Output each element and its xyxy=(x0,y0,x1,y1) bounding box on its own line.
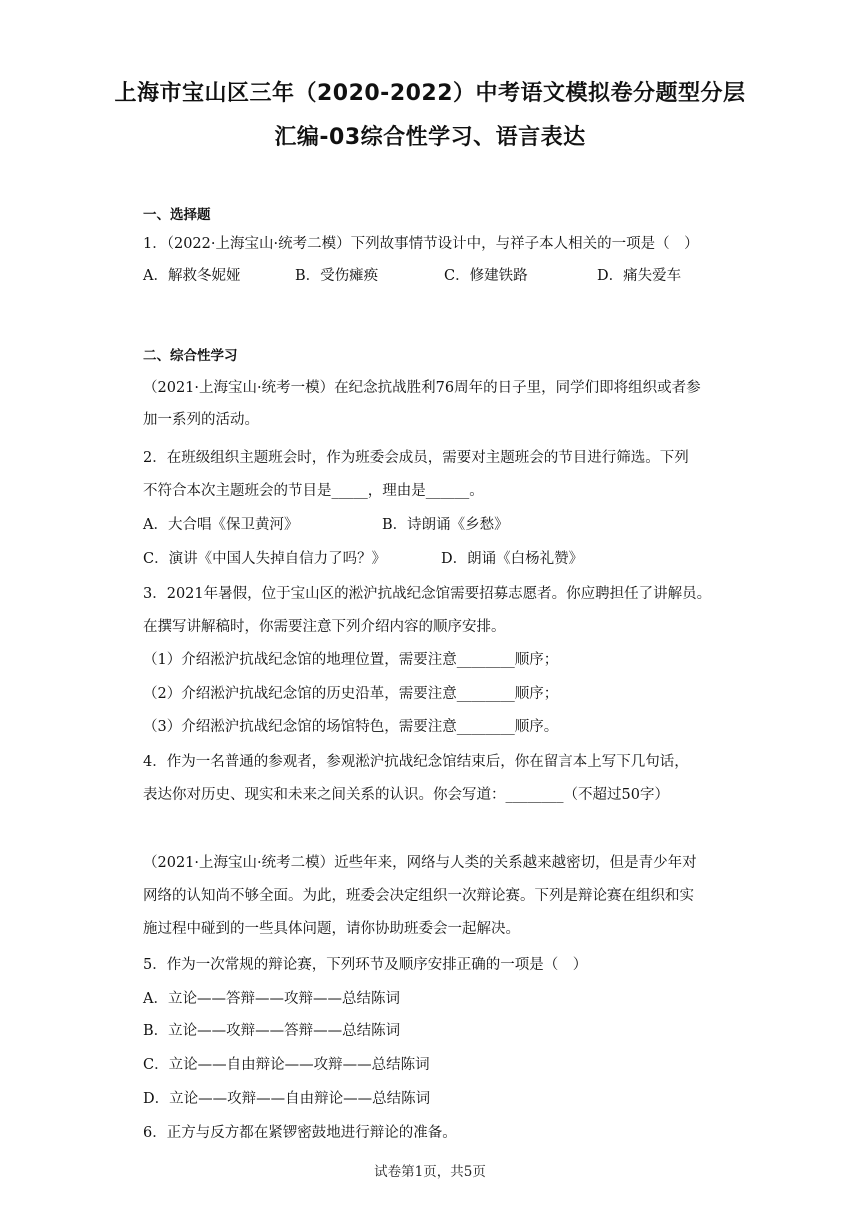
question-6: 6．正方与反方都在紧锣密鼓地进行辩论的准备。 xyxy=(143,1125,457,1141)
section-heading-comprehensive: 二、综合性学习 xyxy=(143,348,238,364)
intro-2-line-2: 网络的认知尚不够全面。为此，班委会决定组织一次辩论赛。下列是辩论赛在组织和实 xyxy=(143,888,694,904)
page-title-line2: 汇编-03综合性学习、语言表达 xyxy=(274,125,586,150)
q2-option-b: B．诗朗诵《乡愁》 xyxy=(382,517,509,533)
q5-option-c: C．立论——自由辩论——攻辩——总结陈词 xyxy=(143,1057,430,1073)
question-4-line-1: 4．作为一名普通的参观者，参观淞沪抗战纪念馆结束后，你在留言本上写下几句话， xyxy=(143,754,689,770)
q5-option-b: B．立论——攻辩——答辩——总结陈词 xyxy=(143,1023,401,1039)
question-3-line-2: 在撰写讲解稿时，你需要注意下列介绍内容的顺序安排。 xyxy=(143,619,506,635)
question-2-line-2: 不符合本次主题班会的节目是_____，理由是______。 xyxy=(143,483,484,499)
question-3-line-1: 3．2021年暑假，位于宝山区的淞沪抗战纪念馆需要招募志愿者。你应聘担任了讲解员。 xyxy=(143,586,712,602)
page-footer: 试卷第1页，共5页 xyxy=(374,1164,486,1180)
section-heading-choice: 一、选择题 xyxy=(143,207,211,223)
intro-1-line-1: （2021·上海宝山·统考一模）在纪念抗战胜利76周年的日子里，同学们即将组织或者参 xyxy=(143,380,701,396)
page-title-line1: 上海市宝山区三年（2020-2022）中考语文模拟卷分题型分层 xyxy=(114,81,746,106)
q3-item-3: （3）介绍淞沪抗战纪念馆的场馆特色，需要注意________顺序。 xyxy=(143,719,559,735)
intro-2-line-1: （2021·上海宝山·统考二模）近些年来，网络与人类的关系越来越密切，但是青少年对 xyxy=(143,855,697,871)
q3-item-1: （1）介绍淞沪抗战纪念馆的地理位置，需要注意________顺序； xyxy=(143,652,559,668)
q1-option-a: A．解救冬妮娅 xyxy=(143,268,241,284)
q1-option-d: D．痛失爱车 xyxy=(597,268,682,284)
question-4-line-2: 表达你对历史、现实和未来之间关系的认识。你会写道：________（不超过50字） xyxy=(143,787,669,803)
q1-option-c: C．修建铁路 xyxy=(444,268,528,284)
q2-option-d: D．朗诵《白杨礼赞》 xyxy=(441,551,584,567)
q5-option-d: D．立论——攻辩——自由辩论——总结陈词 xyxy=(143,1091,431,1107)
question-5: 5．作为一次常规的辩论赛，下列环节及顺序安排正确的一项是（ ） xyxy=(143,957,588,973)
q5-option-a: A．立论——答辩——攻辩——总结陈词 xyxy=(143,991,400,1007)
q1-option-b: B．受伤瘫痪 xyxy=(295,268,379,284)
q2-option-c: C．演讲《中国人失掉自信力了吗？》 xyxy=(143,551,387,567)
intro-2-line-3: 施过程中碰到的一些具体问题，请你协助班委会一起解决。 xyxy=(143,921,520,937)
q3-item-2: （2）介绍淞沪抗战纪念馆的历史沿革，需要注意________顺序； xyxy=(143,686,559,702)
question-1: 1．（2022·上海宝山·统考二模）下列故事情节设计中，与祥子本人相关的一项是（ ） xyxy=(143,236,699,252)
question-2-line-1: 2．在班级组织主题班会时，作为班委会成员，需要对主题班会的节目进行筛选。下列 xyxy=(143,450,689,466)
intro-1-line-2: 加一系列的活动。 xyxy=(143,412,259,428)
q2-option-a: A．大合唱《保卫黄河》 xyxy=(143,517,299,533)
